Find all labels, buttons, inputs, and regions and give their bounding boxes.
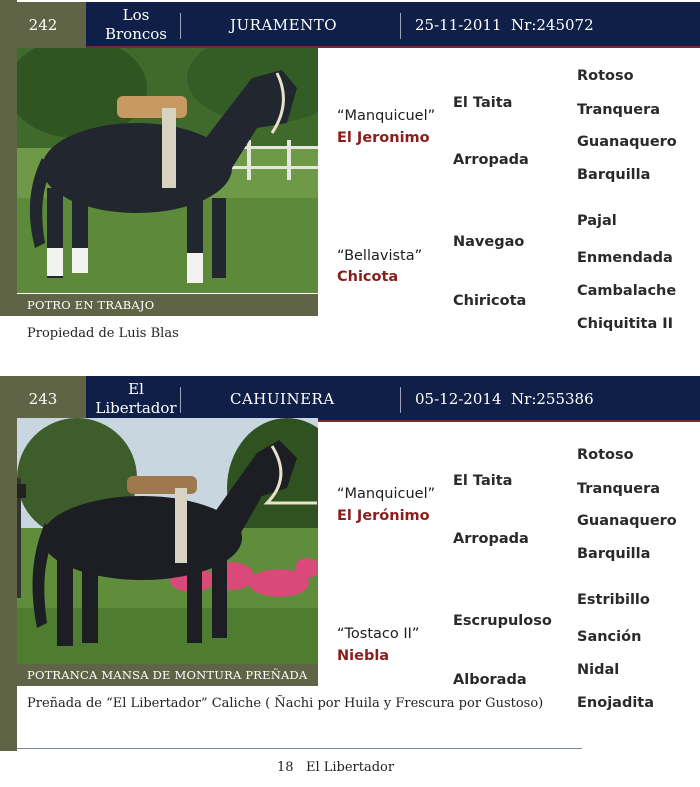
page-footer [277, 760, 394, 775]
great-grandparent: Pajal [577, 213, 617, 229]
sire-name-line: Broncos [104, 25, 167, 43]
great-grandparent: Chiquitita II [577, 316, 674, 332]
photo-caption: POTRANCA MANSA DE MONTURA PREÑADA [17, 664, 318, 686]
great-grandparent: Tranquera [577, 102, 661, 118]
horse-photo [17, 48, 318, 293]
sire-name-line: Los [122, 6, 150, 24]
dam-name: CAHUINERA [230, 390, 335, 408]
sire-name-line: El [128, 380, 144, 398]
great-grandparent: Enojadita [577, 695, 655, 711]
sire-name [94, 6, 178, 44]
dam-breeder: “Bellavista” [337, 248, 423, 264]
dam-name-pedigree: Niebla [337, 648, 390, 664]
lot-note: Preñada de “El Libertador” Caliche ( Ñachi por Huila y Frescura por Gustoso) [27, 696, 544, 711]
great-grandparent: Rotoso [577, 447, 634, 463]
grandparent: Escrupuloso [453, 613, 552, 629]
divider [180, 13, 181, 39]
sire-breeder: “Manquicuel” [337, 486, 436, 502]
great-grandparent: Nidal [577, 662, 620, 678]
birth-date-registration: 05-12-2014 Nr:255386 [415, 390, 594, 408]
grandparent: Navegao [453, 234, 525, 250]
lot-header [0, 376, 700, 422]
great-grandparent: Sanción [577, 629, 642, 645]
footer-divider [17, 748, 582, 749]
sire-breeder: “Manquicuel” [337, 108, 436, 124]
lot-header [0, 2, 700, 48]
grandparent: El Taita [453, 95, 513, 111]
great-grandparent: Guanaquero [577, 134, 677, 150]
grandparent: Alborada [453, 672, 527, 688]
page-number: 18 [277, 760, 294, 775]
great-grandparent: Cambalache [577, 283, 677, 299]
dam-breeder: “Tostaco II” [337, 626, 420, 642]
sire-name-pedigree: El Jeronimo [337, 130, 430, 146]
birth-date-registration: 25-11-2011 Nr:245072 [415, 16, 594, 34]
dam-name: JURAMENTO [230, 16, 338, 34]
grandparent: El Taita [453, 473, 513, 489]
lot-number: 243 [0, 376, 86, 422]
great-grandparent: Guanaquero [577, 513, 677, 529]
divider [400, 387, 401, 413]
great-grandparent: Tranquera [577, 481, 661, 497]
sire-name [94, 380, 178, 418]
sire-name-pedigree: El Jerónimo [337, 508, 430, 524]
footer-title: El Libertador [305, 760, 395, 775]
divider [180, 387, 181, 413]
grandparent: Arropada [453, 152, 529, 168]
great-grandparent: Estribillo [577, 592, 650, 608]
lot-note: Propiedad de Luis Blas [27, 326, 179, 341]
divider [400, 13, 401, 39]
lot-number: 242 [0, 2, 86, 48]
grandparent: Chiricota [453, 293, 527, 309]
great-grandparent: Barquilla [577, 167, 651, 183]
great-grandparent: Barquilla [577, 546, 651, 562]
horse-photo [17, 418, 318, 664]
dam-name-pedigree: Chicota [337, 269, 399, 285]
photo-caption: POTRO EN TRABAJO [17, 294, 318, 316]
great-grandparent: Rotoso [577, 68, 634, 84]
left-margin-bar [0, 376, 17, 751]
great-grandparent: Enmendada [577, 250, 673, 266]
sire-name-line: Libertador [95, 399, 177, 417]
grandparent: Arropada [453, 531, 529, 547]
